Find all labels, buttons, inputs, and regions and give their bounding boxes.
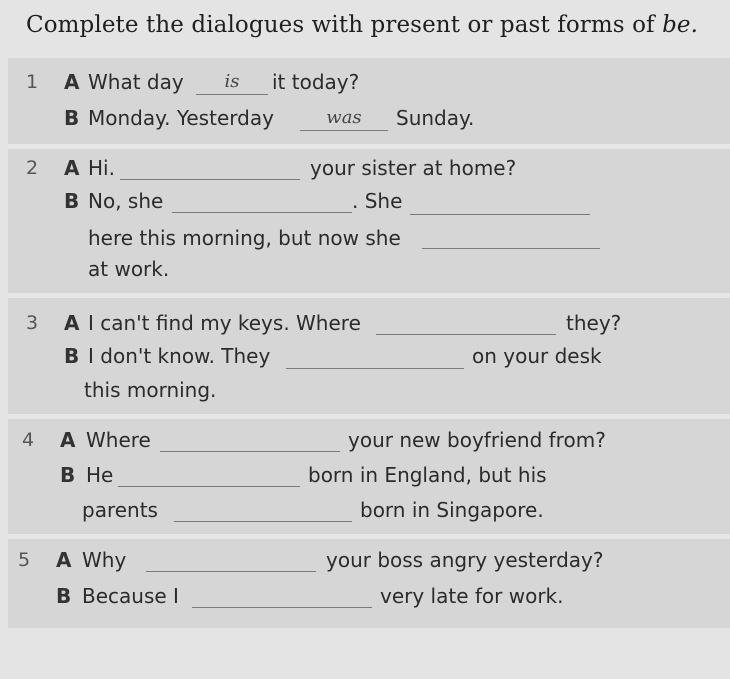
answer-blank[interactable] <box>160 429 340 452</box>
speaker-label: A <box>64 311 80 335</box>
prompt-text: He <box>86 463 114 487</box>
answer-blank[interactable] <box>376 312 556 335</box>
separator <box>8 144 730 149</box>
separator <box>8 414 730 419</box>
prompt-text: What day <box>88 70 184 94</box>
prompt-text: Sunday. <box>396 106 475 130</box>
speaker-label: B <box>64 106 80 130</box>
speaker-label: B <box>60 463 76 487</box>
title-italic-word: be. <box>662 12 699 38</box>
prompt-text: Why <box>82 548 127 572</box>
item-number: 5 <box>18 549 31 571</box>
prompt-text: No, she <box>88 189 164 213</box>
speaker-label: A <box>56 548 72 572</box>
answer-blank[interactable] <box>174 499 352 522</box>
separator <box>8 534 730 539</box>
prompt-text: Where <box>86 428 151 452</box>
answer-blank[interactable] <box>410 192 590 215</box>
prompt-text: your sister at home? <box>310 156 517 180</box>
prompt-text: here this morning, but now she <box>88 226 401 250</box>
prompt-text: they? <box>566 311 622 335</box>
separator <box>8 293 730 298</box>
item-number: 3 <box>26 312 39 334</box>
prompt-text: Monday. Yesterday <box>88 106 274 130</box>
speaker-label: B <box>64 189 80 213</box>
prompt-text: on your desk <box>472 344 602 368</box>
speaker-label: B <box>64 344 80 368</box>
speaker-label: A <box>64 156 80 180</box>
answer-blank[interactable] <box>146 549 316 572</box>
prompt-text: this morning. <box>84 378 217 402</box>
prompt-text: . She <box>352 189 403 213</box>
prompt-text: I don't know. They <box>88 344 271 368</box>
prompt-text: Because I <box>82 584 179 608</box>
answer-blank[interactable] <box>422 226 600 249</box>
title-text: Complete the dialogues with present or past forms of <box>26 12 663 38</box>
item-number: 1 <box>26 71 39 93</box>
prompt-text: your new boyfriend from? <box>348 428 606 452</box>
answer-blank[interactable] <box>172 190 352 213</box>
prompt-text: born in Singapore. <box>360 498 544 522</box>
prompt-text: it today? <box>272 70 360 94</box>
item-number: 2 <box>26 157 39 179</box>
speaker-label: A <box>60 428 76 452</box>
prompt-text: Hi. <box>88 156 115 180</box>
answer-blank[interactable] <box>120 157 300 180</box>
prompt-text: I can't find my keys. Where <box>88 311 361 335</box>
filled-answer: was <box>326 107 362 128</box>
exercise-title <box>26 12 698 38</box>
prompt-text: very late for work. <box>380 584 564 608</box>
prompt-text: your boss angry yesterday? <box>326 548 604 572</box>
prompt-text: parents <box>82 498 158 522</box>
prompt-text: at work. <box>88 257 170 281</box>
speaker-label: A <box>64 70 80 94</box>
answer-blank[interactable] <box>118 464 300 487</box>
answer-blank[interactable] <box>192 585 372 608</box>
speaker-label: B <box>56 584 72 608</box>
item-number: 4 <box>22 429 35 451</box>
answer-blank[interactable] <box>286 346 464 369</box>
prompt-text: born in England, but his <box>308 463 547 487</box>
filled-answer: is <box>224 71 240 92</box>
